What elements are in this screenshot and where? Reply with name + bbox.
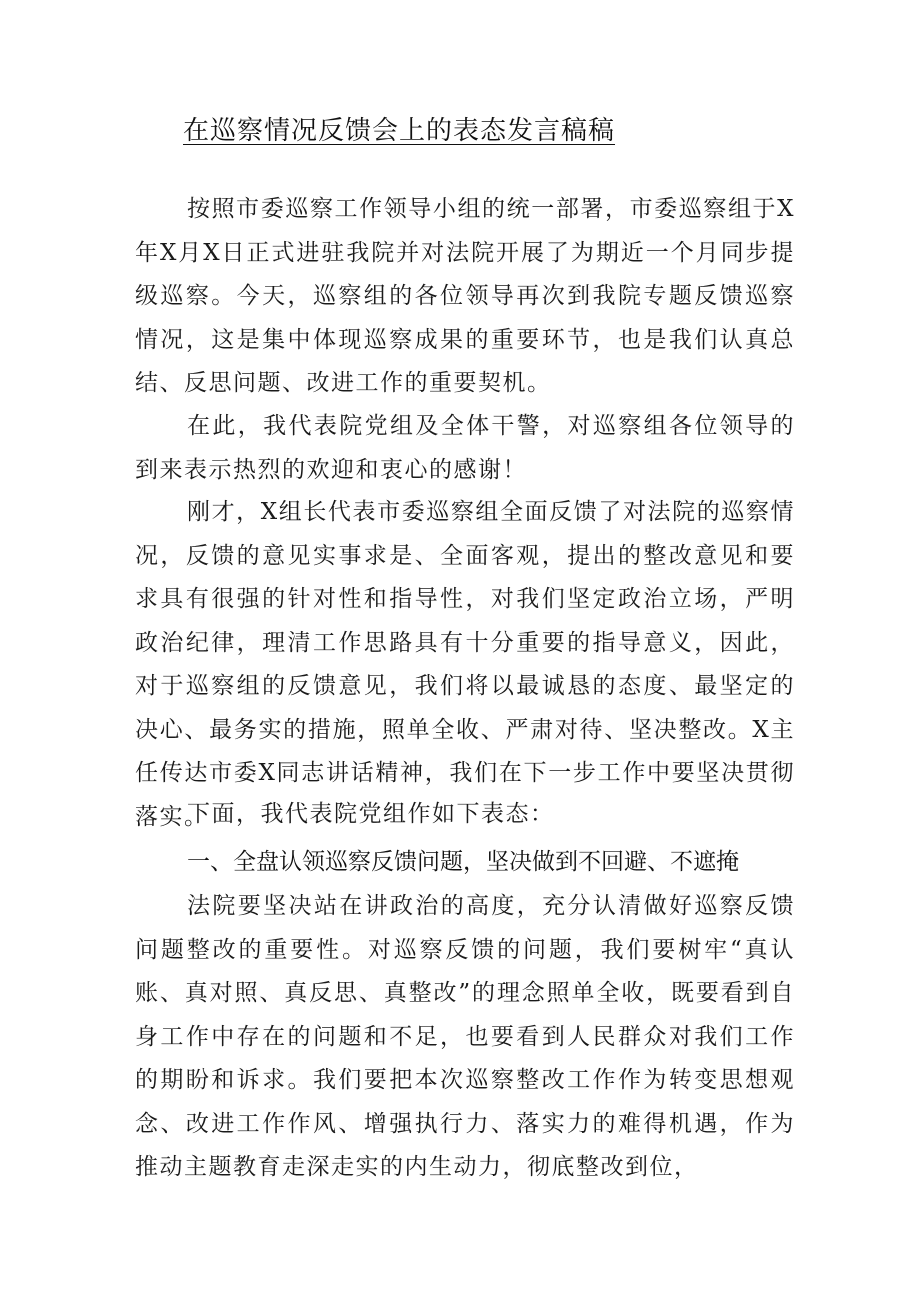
paragraph-statement-lead: 下面，我代表院党组作如下表态：	[187, 801, 555, 827]
section-heading-1: 一、全盘认领巡察反馈问题，坚决做到不回避、不遮掩	[187, 849, 739, 875]
paragraph-intro: 按照市委巡察工作领导小组的统一部署，市委巡察组于X年X月X日正式进驻我院并对法院开展了为期近一个月同步提级巡察。今天，巡察组的各位领导再次到我院专题反馈巡察情况，这是集中体现巡察成果的重要环节，也是我们认真总结、反思问题、改进工作的重要契机。	[135, 196, 795, 396]
paragraph-welcome: 在此，我代表院党组及全体干警，对巡察组各位领导的到来表示热烈的欢迎和衷心的感谢！	[135, 413, 795, 483]
paragraph-section-1: 法院要坚决站在讲政治的高度，充分认清做好巡察反馈问题整改的重要性。对巡察反馈的问题，我们要树牢“真认账、真对照、真反思、真整改”的理念照单全收，既要看到自身工作中存在的问题和不足，也要看到人民群众对我们工作的期盼和诉求。我们要把本次巡察整改工作作为转变思想观念、改进工作作风、增强执行力、落实力的难得机遇，作为推动主题教育走深走实的内生动力，彻底整改到位，	[135, 893, 795, 1180]
paragraph-feedback: 刚才，X组长代表市委巡察组全面反馈了对法院的巡察情况，反馈的意见实事求是、全面客观，提出的整改意见和要求具有很强的针对性和指导性，对我们坚定政治立场，严明政治纪律，理清工作思路具有十分重要的指导意义，因此，对于巡察组的反馈意见，我们将以最诚恳的态度、最坚定的决心、最务实的措施，照单全收、严肃对待、坚决整改。X主任传达市委X同志讲话精神，我们在下一步工作中要坚决贯彻落实。	[135, 499, 795, 830]
document-title: 在巡察情况反馈会上的表态发言稿稿	[183, 116, 616, 146]
